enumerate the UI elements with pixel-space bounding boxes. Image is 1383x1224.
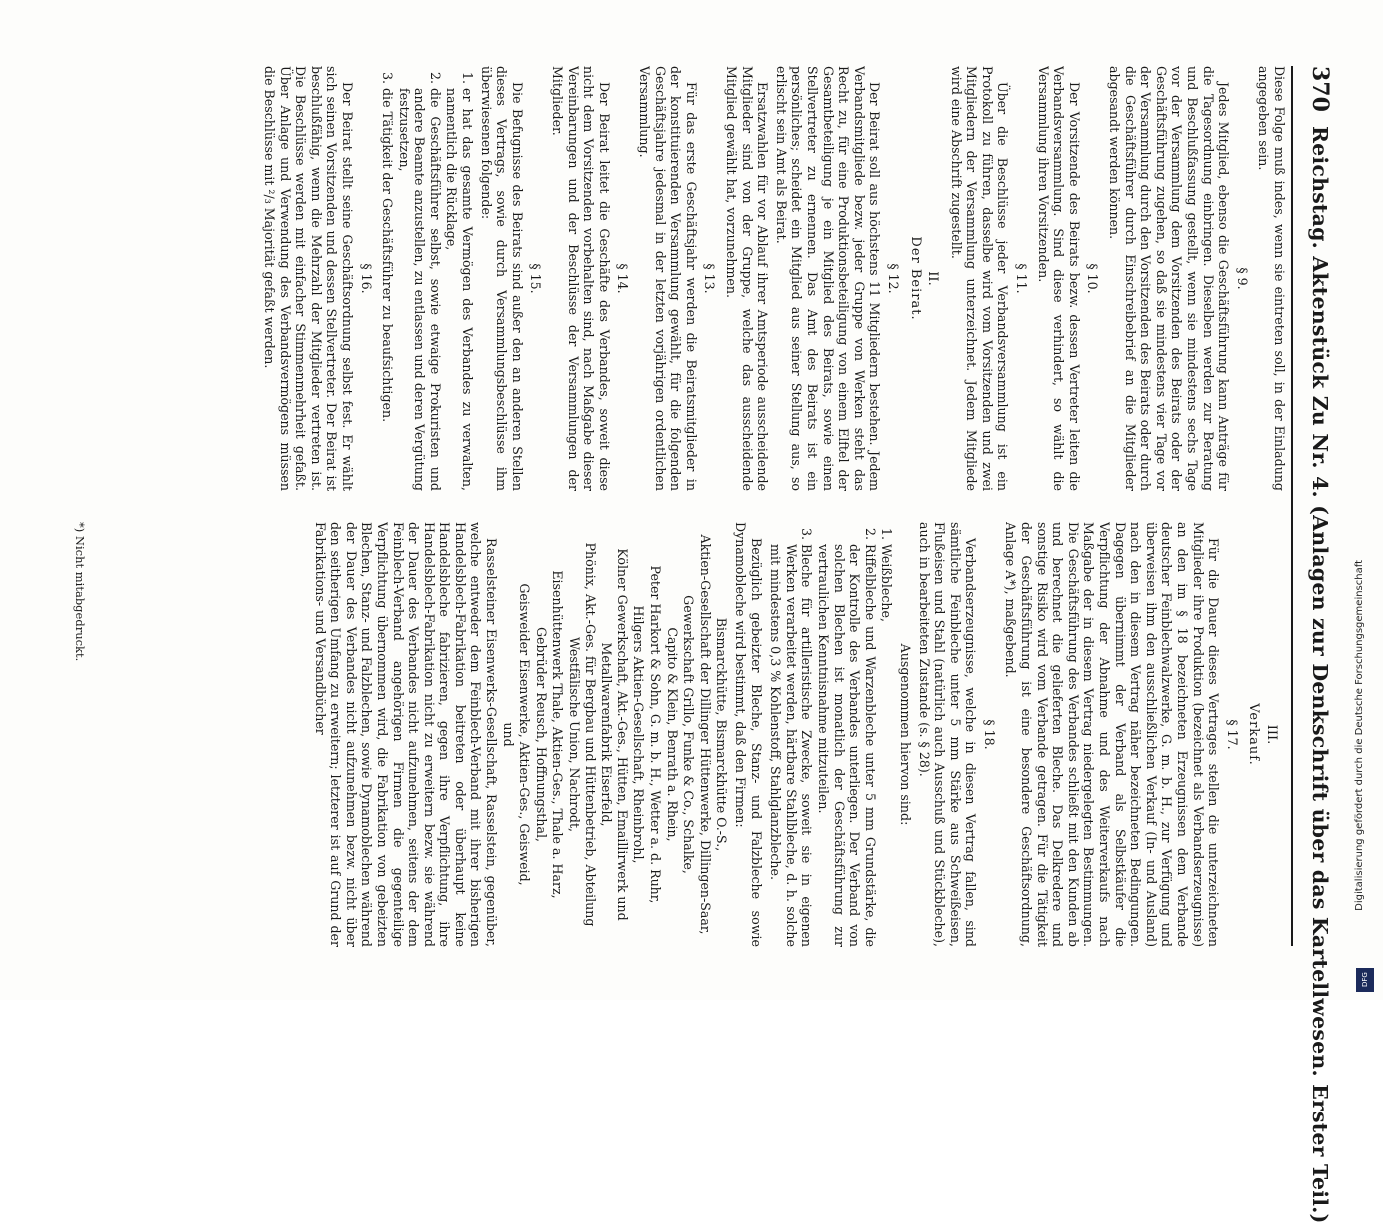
section-9-title: § 9. bbox=[1234, 267, 1250, 290]
section-13-text: Für das erste Geschäftsjahr werden die Beiratsmitglieder in der konstituierenden Versammlung gewählt, für die folgenden Geschäftsjahre jedesmal in der letzten vorjährigen ordentlichen Versammlung. bbox=[637, 66, 699, 491]
firm-name: Bismarckhütte, Bismarckhütte O.-S., bbox=[714, 617, 730, 852]
list-item: 3. die Tätigkeit der Geschäftsführer zu beaufsichtigen. bbox=[380, 88, 396, 491]
intro-paragraph: Diese Folge muß indes, wenn sie eintreten soll, in der Einladung angegeben sein. bbox=[1256, 66, 1287, 491]
list-item: 1. er hat das gesamte Vermögen des Verbandes zu verwalten, namentlich die Rücklage, bbox=[444, 88, 475, 491]
list-item: 2. die Geschäftsführer selbst, sowie etwaige Prokuristen und andere Beamte anzustellen, zu entlassen und deren Vergütung festzusetzen, bbox=[396, 88, 443, 491]
firm-name: Kölner Gewerkschaft, Akt.-Ges., Hütten, Emaillirwerk und Metallwarenfabrik Eiserfeld, bbox=[599, 548, 630, 921]
section-15-title: § 15. bbox=[528, 263, 544, 294]
section-15-list bbox=[380, 66, 476, 491]
part-3-numeral: III. bbox=[1264, 724, 1279, 745]
part-2-title: Der Beirat. bbox=[907, 236, 923, 321]
list-item: 3. Bleche für artilleristische Zwecke, soweit sie in eigenen Werken verarbeitet werden, härtbare Stahlbleche, d. h. solche mit mindestens 0,3 % Kohlenstoff, Stahlglanzbleche. bbox=[768, 544, 815, 947]
section-12-text-2: Ersatzwahlen für vor Ablauf ihrer Amtsperiode ausscheidende Mitglieder sind von der Gruppe, welche das ausscheidende Mitglied gewählt hat, vorzunehmen. bbox=[724, 66, 771, 491]
section-12-text: Der Beirat soll aus höchstens 11 Mitgliedern bestehen. Jedem Verbandsmitgliede bezw. jeder Gruppe von Werken steht das Recht zu, für eine Produktionsbeteiligung von einem Elftel der Gesamtbeteiligung je ein Mitglied des Beirats, sowie einen Stellvertreter zu ernennen. Das Amt des Beirats ist ein persönliches; scheidet ein Mitglied aus seiner Stellung aus, so erlischt sein Amt als Beirat. bbox=[773, 66, 883, 491]
firm-name: Peter Harkort & Sohn, G. m. b. H., Wetter a. d. Ruhr, bbox=[648, 565, 664, 904]
section-18-text: Verbandserzeugnisse, welche in diesen Vertrag fallen, sind sämtliche Feinbleche unter 5 mm Stärke aus Schweißeisen, Flußeisen und Stahl (natürlich auch Ausschuß und Stückbleche), auch in bearbeiteten Zustande (s. § 28). bbox=[916, 522, 979, 947]
list-item: 2. Riffelbleche und Warzenbleche unter 5 mm Grundstärke, die der Kontrolle des Verbandes unterliegen. Der Verband von solchen Blechen ist monatlich der Geschäftsführung zur vertraulichen Kenntnisnahme mitzuteilen. bbox=[815, 544, 877, 947]
section-10-title: § 10. bbox=[1085, 263, 1101, 294]
section-15-text: Die Befugnisse des Beirats sind außer den an anderen Stellen dieses Vertrags, sowie durch Versammlungsbeschlüsse ihm überwiesenen folgende: bbox=[478, 66, 525, 491]
section-14-text: Der Beirat leitet die Geschäfte des Verbandes, soweit diese nicht dem Vorsitzenden vorbehalten sind, nach Maßgabe dieser Vereinbarungen und der Beschlüsse der Versammlungen der Mitglieder. bbox=[550, 66, 612, 491]
firm-name: Capito & Klein, Benrath a. Rhein, bbox=[664, 627, 680, 842]
list-item: 1. Weißbleche, bbox=[879, 544, 895, 947]
part-2-numeral: II. bbox=[925, 271, 941, 286]
firm-name: Hilgers Aktien-Gesellschaft, Rheinbrohl, bbox=[631, 605, 647, 864]
section-9-text: Jedes Mitglied, ebenso die Geschäftsführung kann Anträge für die Tagesordnung einbringen. Dieselben werden zur Beratung und Beschlußfassung gestellt, wenn sie mindestens sechs Tage vor der Versammlung dem Vorsitzenden des Beirats oder der Geschäftsführung zugehen, so daß sie mindestens vier Tage vor der Versammlung durch den Vorsitzenden des Beirats oder durch die Geschäftsführer durch Einschreibebrief an die Mitglieder abgesandt werden können. bbox=[1107, 66, 1232, 491]
right-column bbox=[57, 522, 1287, 947]
section-18-title: § 18. bbox=[981, 719, 997, 750]
firm-list bbox=[517, 522, 730, 947]
section-16-text: Der Beirat stellt seine Geschäftsordnung selbst fest. Er wählt sich seinen Vorsitzenden und dessen Stellvertreter. Der Beirat ist beschlußfähig, wenn die Mehrzahl der Mitglieder vertreten ist. Die Beschlüsse werden mit einfacher Stimmenmehrheit gefaßt. Über Anlage und Verwendung des Verbandsvermögens müssen die Beschlüsse mit ²/₃ Majorität gefaßt werden. bbox=[261, 66, 355, 491]
section-13-title: § 13. bbox=[702, 263, 718, 294]
closing-paragraph: Rasselsteiner Eisenwerks-Gesellschaft, Rasselstein, gegenüber, welche entweder dem Feinblech-Verband mit ihrer bisherigen Handelsblech-Fabrikation beitreten oder überhaupt keine Handelsbleche fabrizieren, gegen ihre Verpflichtung, ihre Handelsblech-Fabrikation nicht zu erweitern bezw. sie während der Dauer des Verbandes nicht aufzunehmen, seitens der dem Feinblech-Verband angehörigen Firmen die gegenteilige Verpflichtung übernommen wird, die Fabrikation von gebeizten Blechen, Stanz- und Falzblechen, sowie Dynamoblechen während der Dauer des Verbandes nicht aufzunehmen bezw. nicht über den seitherigen Umfang zu erweitern; letzterer ist auf Grund der Fabrikations- und Versandbücher bbox=[312, 522, 500, 947]
firm-name: Gebrüder Reusch, Hoffnungsthal, bbox=[533, 626, 549, 842]
section-18-list bbox=[768, 522, 895, 947]
firm-name: Aktien-Gesellschaft der Dillinger Hüttenwerke, Dillingen-Saar, bbox=[697, 534, 713, 935]
section-11-title: § 11. bbox=[1014, 263, 1030, 294]
running-title: Reichstag. Aktenstück Zu Nr. 4. (Anlagen zur Denkschrift über das Kartellwesen. Erster Teil.) bbox=[1308, 125, 1332, 1224]
section-18-text-3: Bezüglich gebeizter Bleche, Stanz- und Falzbleche sowie Dynamobleche wird bestimmt, daß den Firmen: bbox=[733, 522, 764, 947]
firm-name: Phönix, Akt.-Ges. für Bergbau und Hüttenbetrieb, Abteilung Westfälische Union, Nachrodt, bbox=[567, 542, 598, 927]
footnote: *) Nicht mitabgedruckt. bbox=[73, 522, 87, 662]
left-column bbox=[57, 66, 1287, 491]
dfg-logo-icon: DFG bbox=[1356, 968, 1374, 992]
conjunction: und bbox=[500, 722, 516, 747]
firm-name: Geisweider Eisenwerke, Aktien-Ges., Geisweid, bbox=[517, 583, 533, 886]
digitization-credit: Digitalisierung gefördert durch die Deutsche Forschungsgemeinschaft bbox=[1354, 560, 1365, 911]
section-17-text: Für die Dauer dieses Vertrages stellen die unterzeichneten Mitglieder ihre Produktion (bezeichnet als Verbandserzeugnisse) an den im § 18 bezeichneten Erzeugnissen dem Verbande deutscher Feinblechwalzwerke, G. m. b. H., zur Verfügung und überweisen ihm den ausschließlichen Verkauf (In- und Ausland) nach den in diesem Vertrag näher bezeichneten Bedingungen. Dagegen übernimmt der Verband als Selbstkäufer die Verpflichtung der Abnahme und des Weiterverkaufs nach Maßgabe der in diesem Vertrag niedergelegten Bestimmungen. Die Geschäftsführung des Verbandes schließt mit den Kunden ab und berechnet die gelieferten Bleche. Das Delkredere und sonstige Risiko wird vom Verbande getragen. Für die Tätigkeit der Geschäftsführung ist eine besondere Geschäftsordnung, Anlage A*), maßgebend. bbox=[1003, 522, 1222, 947]
firm-name: Eisenhüttenwerk Thale, Aktien-Ges., Thale a. Harz, bbox=[550, 570, 566, 899]
section-12-title: § 12. bbox=[885, 263, 901, 294]
page-header bbox=[1291, 66, 1333, 1224]
part-3-title: Verkauf. bbox=[1246, 703, 1262, 766]
firm-name: Gewerkschaft Grillo, Funke & Co., Schalke, bbox=[681, 595, 697, 874]
section-17-title: § 17. bbox=[1224, 719, 1240, 750]
section-18-exceptions-heading: Ausgenommen hiervon sind: bbox=[897, 643, 913, 826]
section-10-text: Der Vorsitzende des Beirats bezw. dessen Vertreter leiten die Verbandsversammlung. Sind diese verhindert, so wählt die Versammlung ihren Vorsitzenden. bbox=[1035, 66, 1082, 491]
section-16-title: § 16. bbox=[358, 263, 374, 294]
section-11-text: Über die Beschlüsse jeder Verbandsversammlung ist ein Protokoll zu führen, dasselbe wird vom Vorsitzenden und zwei Mitgliedern der Versammlung unterzeichnet. Jedem Mitgliede wird eine Abschrift zugestellt. bbox=[948, 66, 1011, 491]
page-number: 370 bbox=[1307, 66, 1333, 112]
section-14-title: § 14. bbox=[615, 263, 631, 294]
